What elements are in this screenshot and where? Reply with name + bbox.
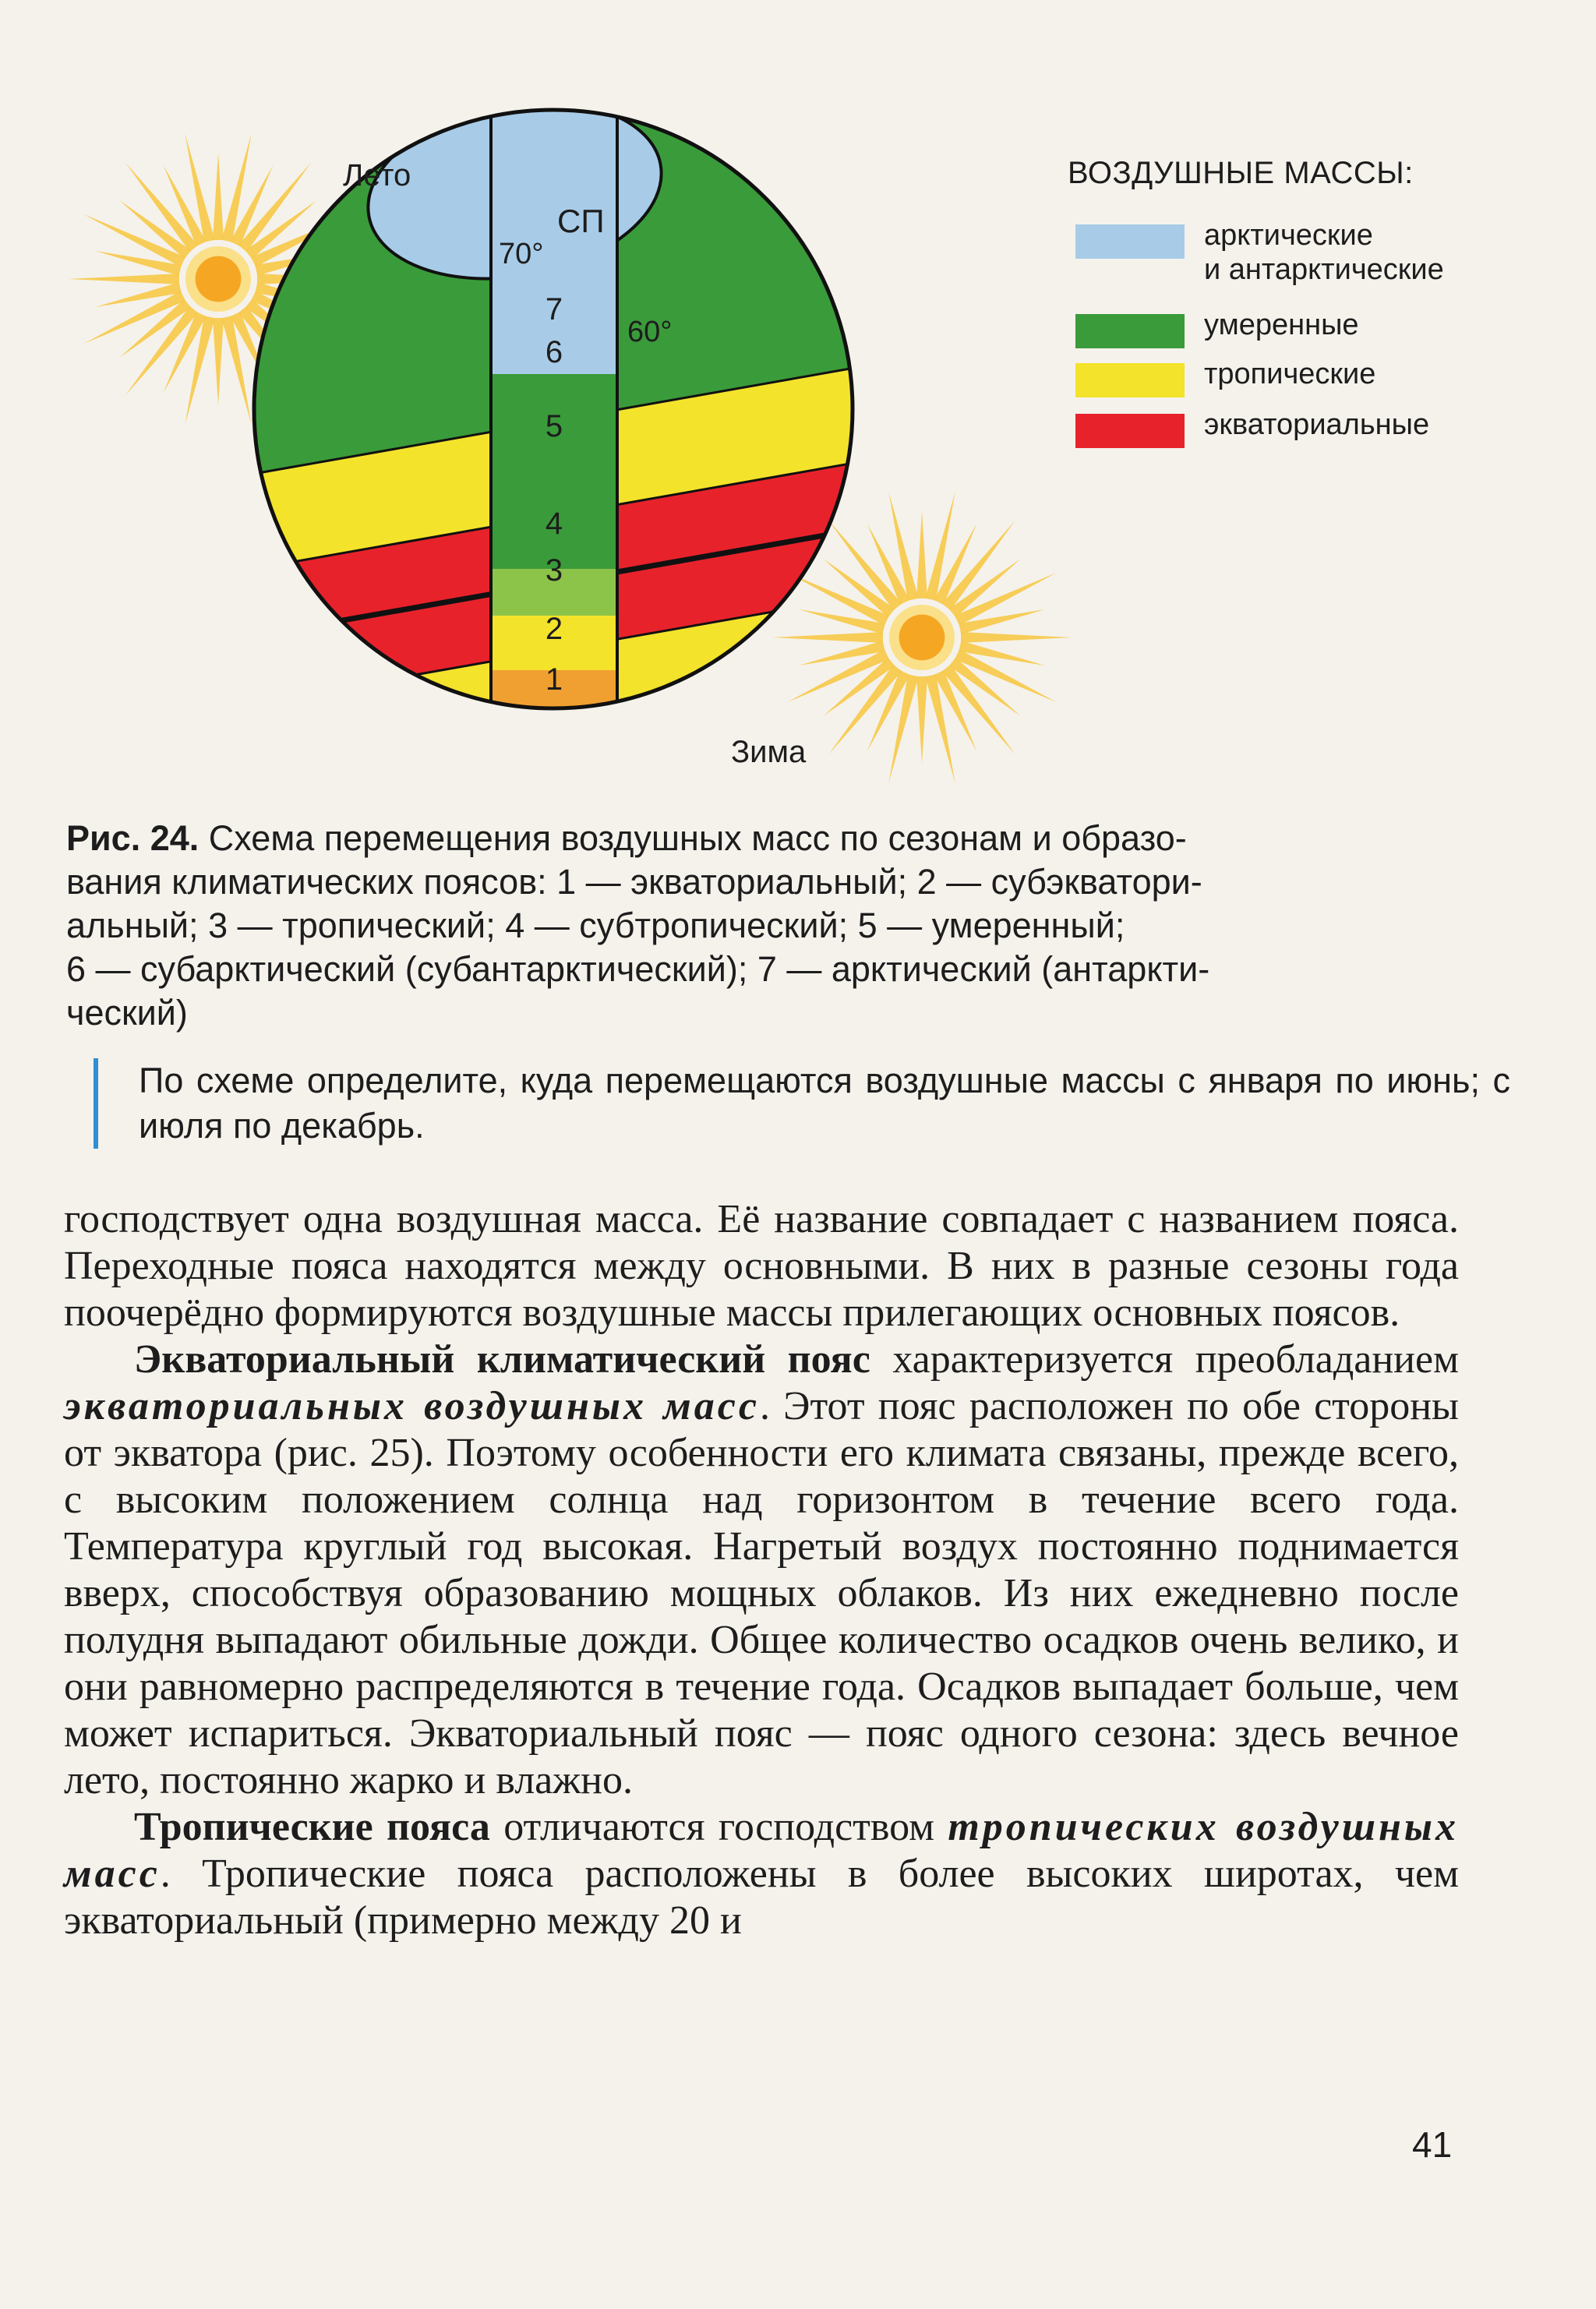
caption-line-5: ческий)	[66, 993, 188, 1033]
legend-label-arctic-line1: арктические	[1204, 219, 1373, 252]
caption-line-3: альный; 3 — тропический; 4 — субтропический; 5 — умеренный;	[66, 906, 1125, 945]
zone-number-5: 5	[545, 409, 563, 443]
caption-line-1: Схема перемещения воздушных масс по сезонам и образо-	[208, 818, 1187, 858]
sun-core	[899, 615, 945, 661]
legend-label-tropical: тропические	[1204, 358, 1376, 390]
sun-ray	[916, 511, 927, 598]
paragraph-1: господствует одна воздушная масса. Её название совпадает с названием пояса. Переходные пояса находятся между основными. В них в разные сезоны года поочерёдно формируются воздушные массы прилегающих основных поясов.	[64, 1197, 1459, 1335]
sun-ray	[916, 676, 927, 764]
summer-label: Лето	[343, 158, 411, 192]
zone-number-4: 4	[545, 507, 563, 541]
sun-core	[196, 256, 242, 302]
sun-ray	[213, 318, 224, 405]
zone-number-3: 3	[545, 553, 563, 588]
legend-swatch-arctic	[1075, 224, 1185, 259]
zone-number-2: 2	[545, 612, 563, 646]
legend-item-equatorial	[1075, 408, 1527, 470]
body-text	[64, 1196, 1459, 1944]
term-equatorial-belt: Экваториальный климатический пояс	[134, 1337, 870, 1382]
legend-label-equatorial: экваториальные	[1204, 408, 1430, 441]
sun-ray	[772, 632, 883, 643]
caption-number: Рис. 24.	[66, 818, 200, 858]
paragraph-3: Тропические пояса отличаются господством тропических воздушных масс. Тропические пояса расположены в более высоких широтах, чем экваториальный (примерно между 20 и	[64, 1805, 1459, 1943]
caption-line-2: вания климатических поясов: 1 — экваториальный; 2 — субэкватори-	[66, 862, 1202, 902]
sun-ray	[213, 153, 224, 240]
term-tropical-belts: Тропические пояса	[134, 1805, 490, 1849]
caption-line-4: 6 — субарктический (субантарктический); 7 — арктический (антаркти-	[66, 949, 1210, 989]
winter-label: Зима	[731, 735, 807, 769]
legend-title: ВОЗДУШНЫЕ МАССЫ:	[1068, 156, 1414, 190]
legend-label-temperate: умеренные	[1204, 309, 1359, 341]
legend-swatch-temperate	[1075, 314, 1185, 348]
sun-ray	[69, 274, 179, 284]
zone-number-7: 7	[545, 292, 563, 327]
lat-60-label: 60°	[627, 316, 673, 348]
lat-70-label: 70°	[499, 238, 544, 270]
zone-number-6: 6	[545, 335, 563, 369]
legend-label-arctic-line2: и антарктические	[1204, 253, 1444, 286]
legend-swatch-equatorial	[1075, 414, 1185, 448]
term-equatorial-air-masses: экваториальных воздушных масс	[64, 1384, 760, 1428]
sun-ray	[961, 632, 1072, 643]
legend-item-arctic	[1075, 218, 1527, 286]
north-pole-label: СП	[557, 203, 605, 239]
page-number: 41	[1412, 2124, 1453, 2165]
figure-caption	[66, 817, 1461, 1035]
term-tropical-air-masses: тропических воздушных масс	[64, 1805, 1459, 1896]
paragraph-2: Экваториальный климатический пояс характеризуется преобладанием экваториальных воздушных масс. Этот пояс расположен по обе стороны от экватора (рис. 25). Поэтому особенности его климата связаны, прежде всего, с высоким положением солнца над горизонтом в течение всего года. Температура круглый год высокая. Нагретый воздух постоянно поднимается вверх, способствуя образованию мощных облаков. Из них ежедневно после полудня выпадают обильные дожди. Общее количество осадков очень велико, и они равномерно распределяются в течение года. Осадков выпадает больше, чем может испариться. Экваториальный пояс — пояс одного сезона: здесь вечное лето, постоянно жарко и влажно.	[64, 1337, 1459, 1802]
legend-swatch-tropical	[1075, 363, 1185, 397]
question-box: По схеме определите, куда перемещаются воздушные массы с января по июнь; с июля по декабрь.	[94, 1058, 1510, 1149]
zone-number-1: 1	[545, 662, 563, 697]
